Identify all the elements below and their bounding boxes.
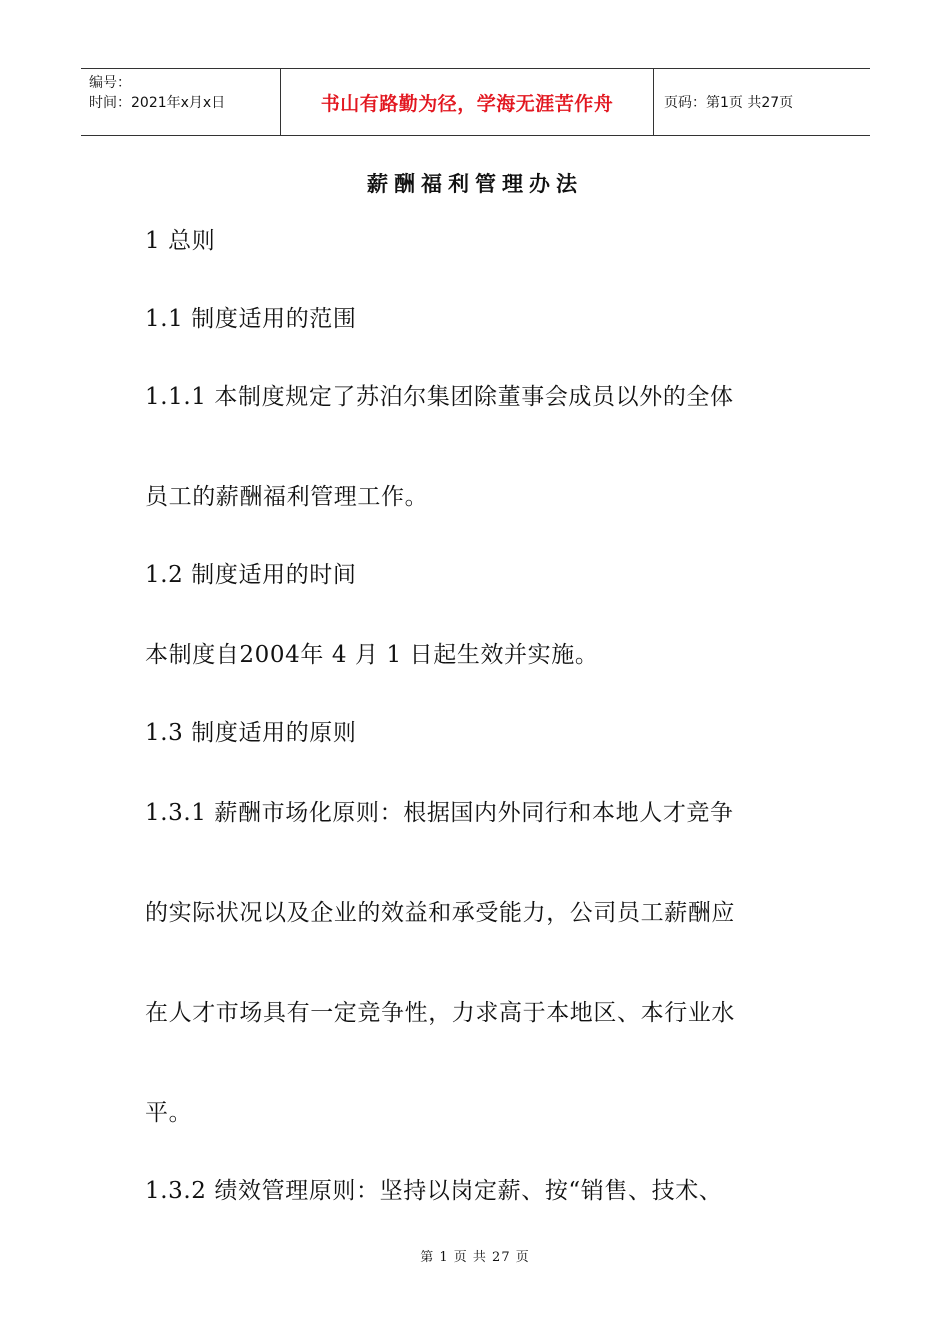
paragraph-line: 员工的薪酬福利管理工作。 [145,484,429,510]
paragraph-line: 平。 [145,1100,193,1126]
section-heading: 1 总则 [145,228,216,254]
paragraph-line: 1.3.1 薪酬市场化原则：根据国内外同行和本地人才竞争 [145,800,734,826]
header-meta [81,69,281,135]
document-title: 薪酬福利管理办法 [367,171,583,196]
paragraph-line: 1.1.1 本制度规定了苏泊尔集团除董事会成员以外的全体 [145,384,734,410]
paragraph-line: 的实际状况以及企业的效益和承受能力，公司员工薪酬应 [145,900,735,926]
header-page-info: 页码：第1页 共27页 [664,95,794,111]
document-number: 编号： [89,75,131,91]
page-header [81,68,870,136]
paragraph-line: 本制度自2004年 4 月 1 日起生效并实施。 [145,642,599,668]
document-date: 时间：2021年x月x日 [89,95,226,111]
section-heading: 1.1 制度适用的范围 [145,306,357,332]
section-heading: 1.2 制度适用的时间 [145,562,357,588]
page-footer: 第 1 页 共 27 页 [420,1250,530,1265]
paragraph-line: 在人才市场具有一定竞争性，力求高于本地区、本行业水 [145,1000,735,1026]
section-heading: 1.3 制度适用的原则 [145,720,357,746]
paragraph-line: 1.3.2 绩效管理原则：坚持以岗定薪、按“销售、技术、 [145,1178,723,1204]
header-motto: 书山有路勤为径，学海无涯苦作舟 [281,69,654,135]
